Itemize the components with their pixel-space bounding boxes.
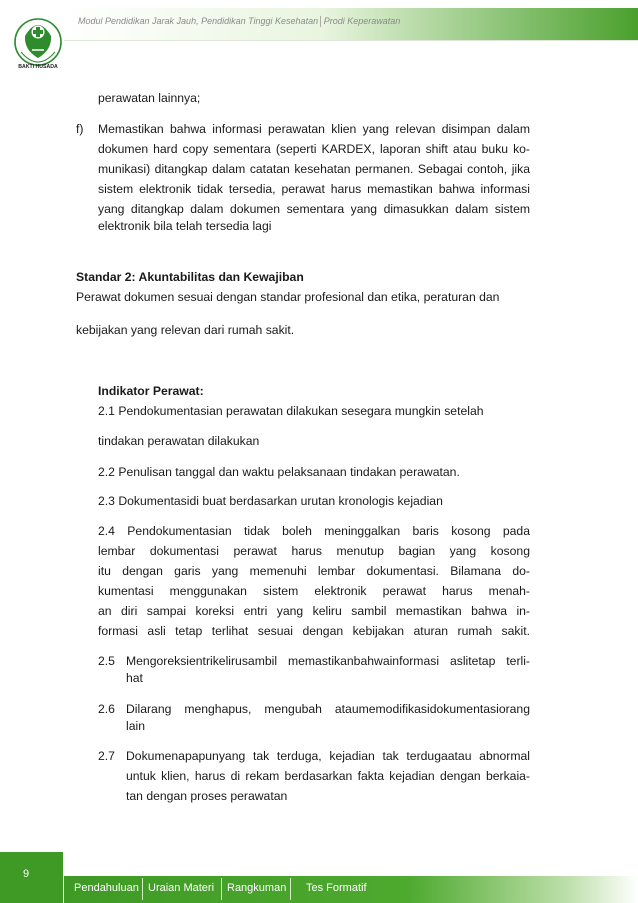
header-program: Prodi Keperawatan xyxy=(323,16,401,26)
indicator-2-6-number: 2.6 xyxy=(98,702,115,716)
indicator-2-6-line: lain xyxy=(126,719,145,733)
logo-text: BAKTI HUSADA xyxy=(18,64,58,70)
indicator-2-7-line: Dokumenapapunyang tak terduga, kejadian tak terdugaatau abnormal xyxy=(126,749,530,763)
indicator-2-3: 2.3 Dokumentasidi buat berdasarkan urutan kronologis kejadian xyxy=(98,494,443,508)
item-f-line: yang ditangkap dalam dokumen sementara yang dimasukkan dalam sistem xyxy=(98,202,530,216)
page-number-box xyxy=(0,852,63,903)
item-f-line: Memastikan bahwa informasi perawatan klien yang relevan disimpan dalam xyxy=(98,122,530,136)
indicator-2-7-line: untuk klien, harus di rekam berdasarkan fakta kejadian dengan berkaia- xyxy=(126,769,530,783)
item-f-line: sistem elektronik tidak tersedia, perawat harus memastikan bahwa informasi xyxy=(98,182,530,196)
page-number: 9 xyxy=(23,868,30,880)
nav-tes-formatif[interactable]: Tes Formatif xyxy=(306,882,367,894)
indicator-2-1: 2.1 Pendokumentasian perawatan dilakukan sesegara mungkin setelah xyxy=(98,404,484,418)
indicator-2-6-line: Dilarang menghapus, mengubah ataumemodifikasidokumentasiorang xyxy=(126,702,530,716)
indicator-2-4-line: lembar dokumentasi perawat harus menutup bagian yang kosong xyxy=(98,544,530,558)
indicator-2-4-line: 2.4 Pendokumentasian tidak boleh meninggalkan baris kosong pada xyxy=(98,524,530,538)
header-module: Modul Pendidikan Jarak Jauh, Pendidikan Tinggi Kesehatan xyxy=(78,16,319,26)
nav-separator xyxy=(290,878,291,900)
indicator-2-5-line: hat xyxy=(126,671,143,685)
item-f-line: elektronik bila telah tersedia lagi xyxy=(98,219,272,233)
indicator-2-4-line: kumentasi menggunakan sistem elektronik perawat harus menah- xyxy=(98,584,530,598)
nav-uraian-materi[interactable]: Uraian Materi xyxy=(148,882,215,894)
indicator-2-4-line: formasi asli tetap terlihat sesuai dengan kebijakan aturan rumah sakit. xyxy=(98,624,530,638)
indicator-title: Indikator Perawat: xyxy=(98,384,204,398)
header-title: Modul Pendidikan Jarak Jauh, Pendidikan Tinggi Kesehatan│Prodi Keperawatan xyxy=(78,16,401,26)
nav-separator xyxy=(142,878,143,900)
standard-title: Standar 2: Akuntabilitas dan Kewajiban xyxy=(76,270,304,284)
indicator-2-7-number: 2.7 xyxy=(98,749,115,763)
bakti-husada-logo-icon xyxy=(12,10,64,80)
indicator-2-4-line: itu dengan garis yang memenuhi lembar dokumentasi. Bilamana do- xyxy=(98,564,530,578)
standard-line: kebijakan yang relevan dari rumah sakit. xyxy=(76,323,295,337)
indicator-2-5-line: Mengoreksientrikelirusambil memastikanbahwainformasi aslitetap terli- xyxy=(126,654,530,668)
indicator-2-2: 2.2 Penulisan tanggal dan waktu pelaksanaan tindakan perawatan. xyxy=(98,465,460,479)
nav-pendahuluan[interactable]: Pendahuluan xyxy=(74,882,139,894)
item-f-line: munikasi) ditangkap dalam catatan kesehatan permanen. Sebagai contoh, jika xyxy=(98,162,530,176)
continued-line: perawatan lainnya; xyxy=(98,91,201,105)
item-f-line: dokumen hard copy sementara (seperti KARDEX, laporan shift atau buku ko- xyxy=(98,142,530,156)
header-divider xyxy=(64,40,638,41)
indicator-2-5-number: 2.5 xyxy=(98,654,115,668)
nav-rangkuman[interactable]: Rangkuman xyxy=(227,882,287,894)
indicator-2-7-line: tan dengan proses perawatan xyxy=(126,789,288,803)
nav-separator xyxy=(221,878,222,900)
indicator-2-4-line: an diri sampai koreksi entri yang keliru sambil memastikan bahwa in- xyxy=(98,604,530,618)
list-marker-f: f) xyxy=(76,122,84,136)
indicator-2-1-cont: tindakan perawatan dilakukan xyxy=(98,434,260,448)
standard-line: Perawat dokumen sesuai dengan standar profesional dan etika, peraturan dan xyxy=(76,290,500,304)
